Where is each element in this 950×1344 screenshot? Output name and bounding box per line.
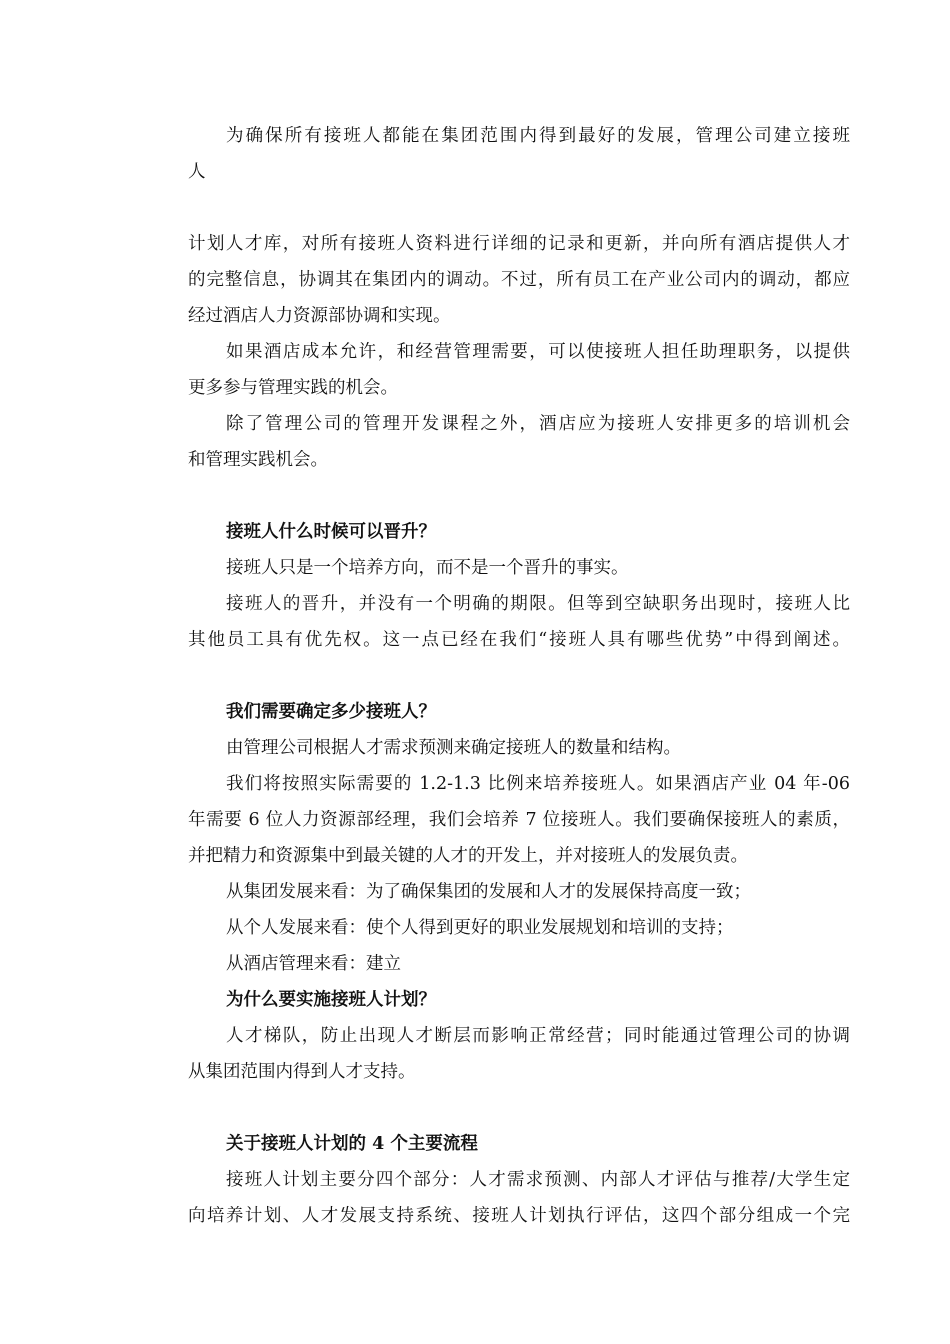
section-heading: 为什么要实施接班人计划？: [226, 990, 436, 1010]
paragraph-line: 从个人发展来看：使个人得到更好的职业发展规划和培训的支持；: [226, 918, 734, 938]
paragraph-line: 人才梯队，防止出现人才断层而影响正常经营；同时能通过管理公司的协调: [226, 1026, 850, 1046]
paragraph-line: 接班人计划主要分四个部分：人才需求预测、内部人才评估与推荐/大学生定: [226, 1170, 850, 1190]
paragraph-line: 的完整信息，协调其在集团内的调动。不过，所有员工在产业公司内的调动，都应: [188, 270, 850, 290]
section-heading: 关于接班人计划的 4 个主要流程: [226, 1134, 478, 1154]
paragraph-line: 年需要 6 位人力资源部经理，我们会培养 7 位接班人。我们要确保接班人的素质，: [188, 810, 850, 830]
paragraph-line: 并把精力和资源集中到最关键的人才的开发上，并对接班人的发展负责。: [188, 846, 748, 866]
paragraph-line: 人: [188, 162, 206, 182]
paragraph-line: 从集团范围内得到人才支持。: [188, 1062, 416, 1082]
paragraph-line: 接班人的晋升，并没有一个明确的期限。但等到空缺职务出现时，接班人比: [226, 594, 850, 614]
paragraph-line: 计划人才库，对所有接班人资料进行详细的记录和更新，并向所有酒店提供人才: [188, 234, 850, 254]
paragraph-line: 接班人只是一个培养方向，而不是一个晋升的事实。: [226, 558, 629, 578]
section-heading: 接班人什么时候可以晋升？: [226, 522, 436, 542]
paragraph-line: 我们将按照实际需要的 1.2-1.3 比例来培养接班人。如果酒店产业 04 年-06: [226, 774, 850, 794]
paragraph-line: 从酒店管理来看：建立: [226, 954, 401, 974]
section-heading: 我们需要确定多少接班人？: [226, 702, 436, 722]
paragraph-line: 除了管理公司的管理开发课程之外，酒店应为接班人安排更多的培训机会: [226, 414, 850, 434]
paragraph-line: 经过酒店人力资源部协调和实现。: [188, 306, 451, 326]
paragraph-line: 向培养计划、人才发展支持系统、接班人计划执行评估，这四个部分组成一个完: [188, 1206, 850, 1226]
paragraph-line: 其他员工具有优先权。这一点已经在我们“接班人具有哪些优势”中得到阐述。: [188, 630, 850, 650]
paragraph-line: 为确保所有接班人都能在集团范围内得到最好的发展，管理公司建立接班: [226, 126, 850, 146]
paragraph-line: 从集团发展来看：为了确保集团的发展和人才的发展保持高度一致；: [226, 882, 751, 902]
paragraph-line: 更多参与管理实践的机会。: [188, 378, 398, 398]
paragraph-line: 和管理实践机会。: [188, 450, 328, 470]
paragraph-line: 如果酒店成本允许，和经营管理需要，可以使接班人担任助理职务，以提供: [226, 342, 850, 362]
paragraph-line: 由管理公司根据人才需求预测来确定接班人的数量和结构。: [226, 738, 681, 758]
